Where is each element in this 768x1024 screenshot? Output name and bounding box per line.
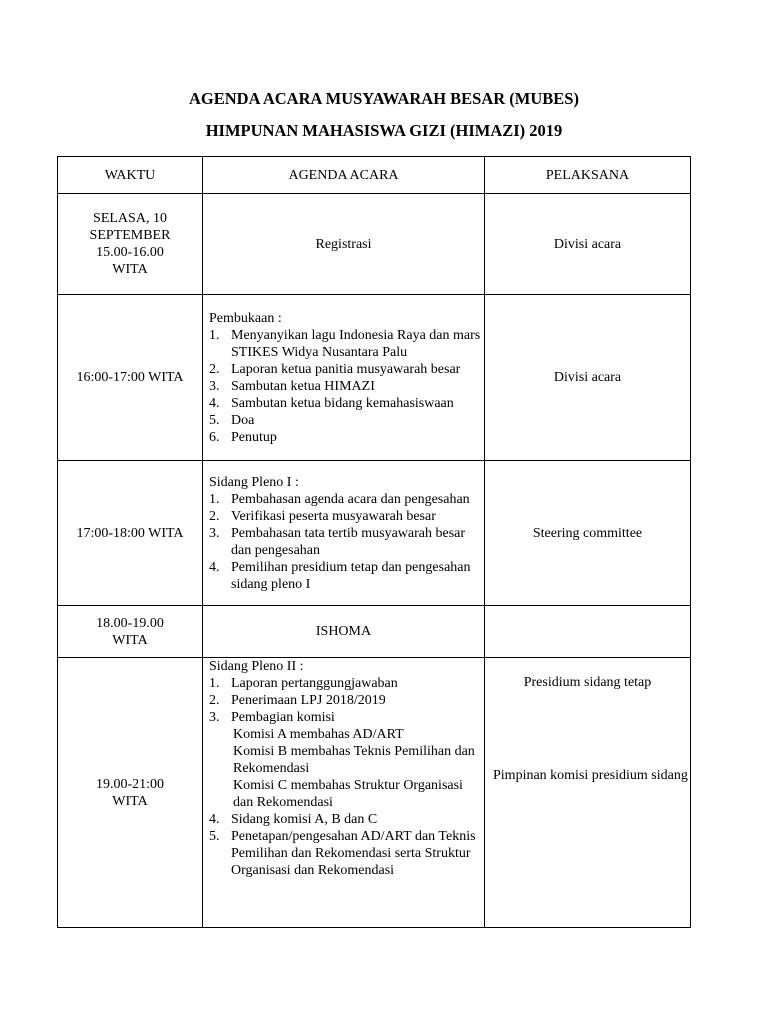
waktu-line: 15.00-16.00 xyxy=(96,245,164,260)
waktu-line: WITA xyxy=(112,793,148,809)
pelaksana-line: Pimpinan komisi presidium sidang xyxy=(493,768,688,783)
list-item: 3. Sambutan ketua HIMAZI xyxy=(209,378,375,394)
pelaksana-cell: Divisi acara xyxy=(485,295,691,461)
agenda-heading: Sidang Pleno II : xyxy=(209,659,304,674)
agenda-cell xyxy=(203,295,485,461)
waktu-cell xyxy=(58,194,203,295)
list-item: 1. Pembahasan agenda acara dan pengesahan xyxy=(209,491,470,507)
pelaksana-cell xyxy=(485,606,691,658)
waktu-cell xyxy=(58,658,203,928)
document-subtitle: HIMPUNAN MAHASISWA GIZI (HIMAZI) 2019 xyxy=(205,121,563,140)
agenda-list xyxy=(209,811,484,879)
list-item: 2. Verifikasi peserta musyawarah besar xyxy=(209,508,436,524)
commission-item: Komisi C membahas Struktur Organisasi dan Rekomendasi xyxy=(233,778,463,810)
agenda-cell: ISHOMA xyxy=(203,606,485,658)
pelaksana-cell xyxy=(485,658,691,928)
pelaksana-line: Presidium sidang tetap xyxy=(523,675,652,690)
list-item: 4. Sambutan ketua bidang kemahasiswaan xyxy=(209,395,454,411)
commission-item: Komisi A membahas AD/ART xyxy=(233,727,404,742)
pelaksana-cell: Divisi acara xyxy=(485,194,691,295)
list-item: 4. Pemilihan presidium tetap dan pengesahan sidang pleno I xyxy=(209,559,471,592)
waktu-cell xyxy=(58,606,203,658)
table-row xyxy=(58,194,691,295)
column-header-agenda: AGENDA ACARA xyxy=(203,157,485,194)
agenda-cell xyxy=(203,658,485,928)
commission-item: Komisi B membahas Teknis Pemilihan dan Rekomendasi xyxy=(233,744,475,776)
agenda-cell xyxy=(203,461,485,606)
waktu-line: SEPTEMBER xyxy=(89,228,171,243)
column-header-waktu: WAKTU xyxy=(58,157,203,194)
list-item: 2. Penerimaan LPJ 2018/2019 xyxy=(209,693,386,708)
list-item: 6. Penutup xyxy=(209,429,277,445)
column-header-pelaksana: PELAKSANA xyxy=(485,157,691,194)
table-header-row xyxy=(58,157,691,194)
agenda-list xyxy=(209,491,484,593)
list-item: 3. Pembahasan tata tertib musyawarah besar dan pengesahan xyxy=(209,525,466,558)
list-item: 5. Penetapan/pengesahan AD/ART dan Teknis Pemilihan dan Rekomendasi serta Struktur Organisasi dan Rekomendasi xyxy=(209,829,476,878)
agenda-list xyxy=(209,675,484,726)
waktu-line: WITA xyxy=(112,262,148,277)
agenda-table xyxy=(57,156,691,928)
table-row xyxy=(58,658,691,928)
waktu-cell: 16:00-17:00 WITA xyxy=(58,295,203,461)
table-row xyxy=(58,295,691,461)
document-title: AGENDA ACARA MUSYAWARAH BESAR (MUBES) xyxy=(189,89,579,108)
table-row xyxy=(58,606,691,658)
agenda-cell: Registrasi xyxy=(203,194,485,295)
list-item: 2. Laporan ketua panitia musyawarah besar xyxy=(209,361,461,377)
pelaksana-cell: Steering committee xyxy=(485,461,691,606)
list-item: 1. Laporan pertanggungjawaban xyxy=(209,676,398,691)
waktu-line: WITA xyxy=(112,632,148,648)
list-item: 3. Pembagian komisi xyxy=(209,710,335,725)
list-item: 4. Sidang komisi A, B dan C xyxy=(209,812,378,827)
waktu-line: 19.00-21:00 xyxy=(95,776,165,792)
agenda-heading: Sidang Pleno I : xyxy=(209,474,299,490)
waktu-cell: 17:00-18:00 WITA xyxy=(58,461,203,606)
waktu-line: 18.00-19.00 xyxy=(96,615,164,631)
list-item: 5. Doa xyxy=(209,412,255,428)
agenda-heading: Pembukaan : xyxy=(209,310,282,326)
table-row xyxy=(58,461,691,606)
agenda-list xyxy=(209,327,484,446)
waktu-line: SELASA, 10 xyxy=(93,211,167,226)
list-item: 1. Menyanyikan lagu Indonesia Raya dan mars STIKES Widya Nusantara Palu xyxy=(209,327,481,360)
